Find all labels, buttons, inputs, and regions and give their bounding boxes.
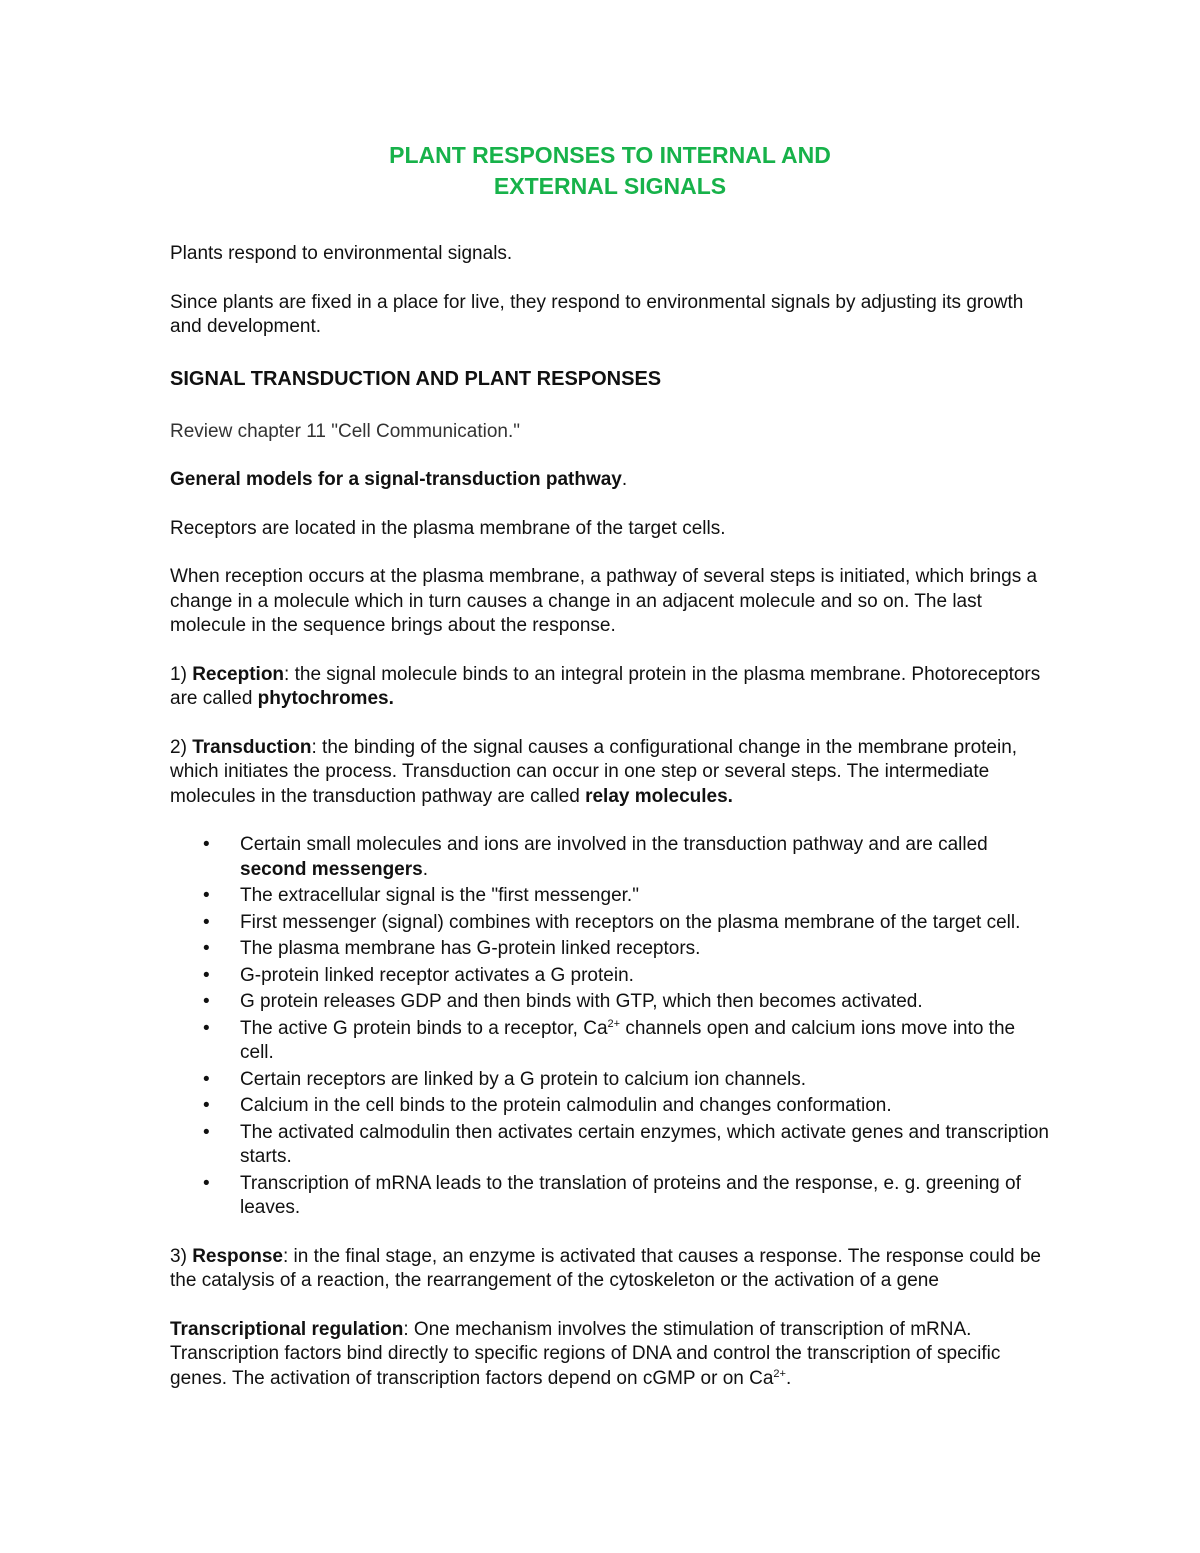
transcriptional-regulation-paragraph [170,1318,1050,1392]
general-models-heading: General models for a signal-transduction pathway [170,469,622,490]
transduction-end: . [727,785,733,807]
list-item [170,833,1050,882]
transcriptional-regulation-text: : One mechanism involves the stimulation of transcription of mRNA. Transcription factors bind directly to specific regions of DNA and control the transcription of specific genes. The activation of transcription factors depend on cGMP or on Ca [170,1318,1001,1389]
bullet-icon: • [203,911,210,933]
intro-paragraph-2: Since plants are fixed in a place for live, they respond to environmental signals by adjusting its growth and development. [170,291,1024,337]
list-item [170,1121,1050,1170]
response-paragraph [170,1245,1050,1294]
list-item [170,1094,1050,1119]
document-title [170,140,1050,202]
reception-end: . [388,688,394,709]
bullet-text-end: channels open and calcium ions move into the cell. [240,1017,1016,1063]
bullet-icon: • [203,1068,210,1090]
document-page [170,140,1050,1391]
superscript: 2+ [607,1017,621,1030]
list-item [170,964,1050,989]
transduction-paragraph [170,736,1050,810]
bullet-text: G protein releases GDP and then binds with GTP, which then becomes activated. [240,991,923,1012]
messenger-bullet-list [170,833,1050,1221]
list-item [170,911,1050,936]
intro-paragraph-1: Plants respond to environmental signals. [170,243,513,264]
transduction-number: 2) [170,736,193,758]
bullet-icon: • [203,1121,210,1143]
bullet-text: The plasma membrane has G-protein linked receptors. [240,938,701,959]
transduction-text: : the binding of the signal causes a configurational change in the membrane protein, which initiates the process. Transduction can occur in one step or several steps. The intermediate molecules in the transduction pathway are called [170,736,1018,807]
section-heading: SIGNAL TRANSDUCTION AND PLANT RESPONSES [170,367,662,390]
bullet-icon: • [203,991,210,1012]
general-models-paragraph: General models for a signal-transduction pathway. [170,469,628,490]
transduction-term: Transduction [192,736,312,758]
reception-paragraph [170,663,1050,712]
transcriptional-regulation-term: Transcriptional regulation [170,1318,404,1340]
bullet-icon: • [203,1095,210,1116]
title-line-1: PLANT RESPONSES TO INTERNAL AND [389,142,831,168]
bullet-icon: • [203,834,210,855]
bullet-text: First messenger (signal) combines with receptors on the plasma membrane of the target cell. [240,911,1021,933]
bullet-text: Calcium in the cell binds to the protein calmodulin and changes conformation. [240,1095,892,1116]
response-term: Response [192,1245,283,1267]
reception-pathway-paragraph: When reception occurs at the plasma membrane, a pathway of several steps is initiated, which brings a change in a molecule which in turn causes a change in an adjacent molecule and so on. The last molecule in the sequence brings about the response. [170,566,1038,636]
superscript: 2+ [773,1367,786,1380]
bullet-text: Transcription of mRNA leads to the translation of proteins and the response, e. g. greening of leaves. [240,1172,1021,1218]
bullet-text: Certain receptors are linked by a G protein to calcium ion channels. [240,1068,807,1090]
reception-text: : the signal molecule binds to an integral protein in the plasma membrane. Photoreceptors are called [170,663,1041,709]
second-messengers-term: second messengers [240,858,423,880]
bullet-icon: • [203,885,210,906]
bullet-icon: • [203,1172,210,1194]
relay-molecules-term: relay molecules [585,785,728,807]
bullet-icon: • [203,1017,210,1039]
bullet-text: The active G protein binds to a receptor, Ca [240,1017,608,1039]
bullet-text: The extracellular signal is the "first messenger." [240,885,639,906]
bullet-text-end: . [422,858,428,880]
list-item [170,937,1050,962]
list-item [170,1068,1050,1093]
list-item [170,1017,1050,1066]
bullet-text: The activated calmodulin then activates certain enzymes, which activate genes and transcription starts. [240,1121,1049,1167]
list-item [170,1172,1050,1221]
response-number: 3) [170,1245,193,1267]
review-note: Review chapter 11 "Cell Communication." [170,420,521,442]
bullet-icon: • [203,964,210,986]
receptors-paragraph: Receptors are located in the plasma membrane of the target cells. [170,517,726,539]
transcriptional-regulation-end: . [785,1367,792,1389]
list-item [170,990,1050,1015]
list-item [170,884,1050,909]
bullet-text: G-protein linked receptor activates a G protein. [240,964,634,986]
phytochromes-term: phytochromes [257,688,389,709]
reception-number: 1) [170,663,193,685]
reception-term: Reception [192,663,285,685]
title-line-2: EXTERNAL SIGNALS [493,173,727,199]
bullet-text: Certain small molecules and ions are involved in the transduction pathway and are called [240,834,988,855]
response-text: : in the final stage, an enzyme is activated that causes a response. The response could be the catalysis of a reaction, the rearrangement of the cytoskeleton or the activation of a gene [170,1245,1041,1291]
bullet-icon: • [203,938,210,959]
